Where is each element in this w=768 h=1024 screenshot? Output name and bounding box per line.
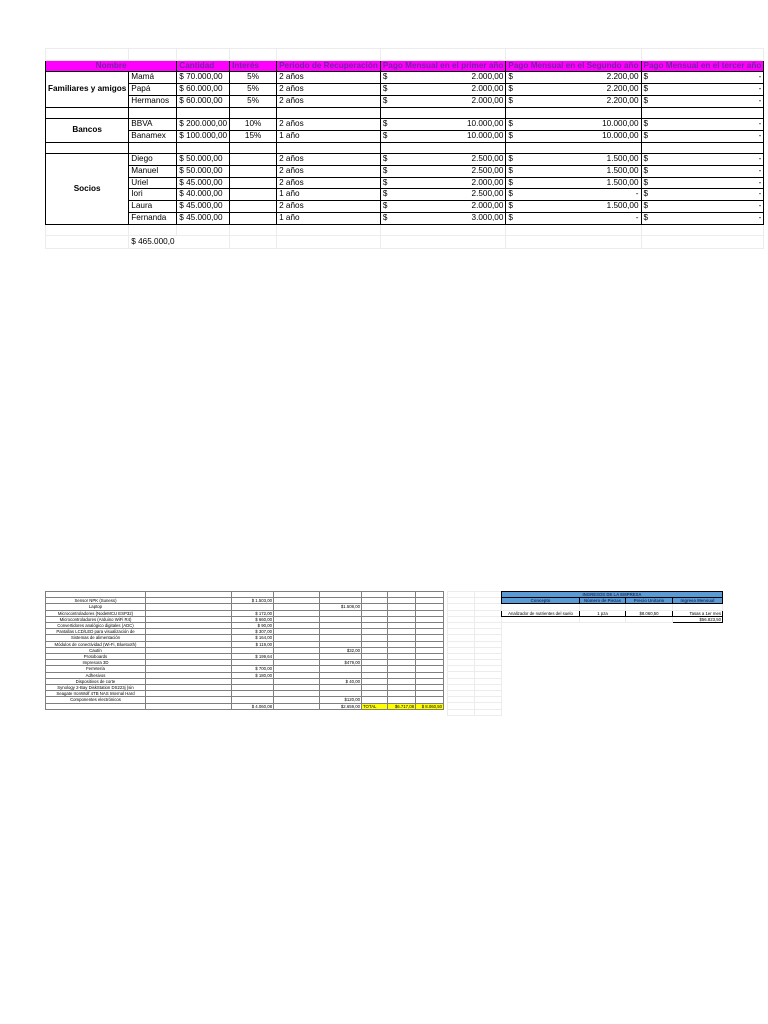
- amount: $ 60.000,00: [177, 84, 230, 96]
- cost-item: Microcontroladores (NodeMCU ESP32): [46, 610, 146, 616]
- currency-symbol: $: [382, 72, 388, 82]
- interest-rate: 10%: [230, 119, 277, 131]
- lender-name: Iori: [129, 189, 177, 201]
- lender-name: Hermanos: [129, 95, 177, 107]
- lender-name: Uriel: [129, 177, 177, 189]
- lender-name: Diego: [129, 154, 177, 166]
- payment-year-1-value: 10.000,00: [466, 130, 504, 140]
- payment-year-3: [641, 177, 764, 189]
- cost-col-1: $ 164,00: [232, 635, 274, 641]
- cost-item: Laptop: [46, 604, 146, 610]
- interest-rate: [230, 165, 277, 177]
- cost-item: Microcontroladores (Arduino WiFi R4): [46, 616, 146, 622]
- payment-year-2: [506, 154, 641, 166]
- payment-year-3: [641, 72, 764, 84]
- empty-cell: [129, 107, 177, 119]
- cost-col-1: $ 199,64: [232, 654, 274, 660]
- empty-cell: [506, 142, 641, 154]
- currency-symbol: $: [382, 154, 388, 164]
- period: 1 año: [277, 130, 381, 142]
- empty-cell: [380, 107, 506, 119]
- payment-year-3: [641, 165, 764, 177]
- empty-cell: [177, 107, 230, 119]
- cost-col-1: $ 90,00: [232, 623, 274, 629]
- lender-name: Banamex: [129, 130, 177, 142]
- income-header-concept: Concepto: [502, 598, 580, 604]
- empty-cell: [506, 224, 641, 236]
- lender-name: Manuel: [129, 165, 177, 177]
- payment-year-2-value: 10.000,00: [602, 130, 639, 140]
- payment-year-1-value: 2.500,00: [471, 189, 504, 199]
- payment-year-1: [380, 72, 506, 84]
- empty-cell: [274, 703, 320, 709]
- cost-col-2: $32,00: [320, 647, 362, 653]
- empty-cell: [380, 224, 506, 236]
- empty-cell: [506, 236, 641, 249]
- currency-symbol: $: [382, 165, 388, 175]
- empty-cell: [177, 142, 230, 154]
- empty-cell: [230, 107, 277, 119]
- empty-grid: [447, 591, 502, 716]
- period: 1 año: [277, 212, 381, 224]
- empty-cell: [46, 49, 129, 61]
- financing-row: [46, 177, 764, 189]
- income-price: $8.060,50: [626, 610, 673, 616]
- header-col-1: Cantidad: [177, 60, 230, 72]
- empty-cell: [129, 49, 177, 61]
- currency-symbol: $: [508, 72, 513, 82]
- total-amount: $ 465.000,0: [129, 236, 230, 249]
- cost-item: Protoboards: [46, 654, 146, 660]
- period: 2 años: [277, 201, 381, 213]
- cost-item: Componentes electrónicos: [46, 697, 146, 703]
- currency-symbol: $: [508, 201, 513, 211]
- currency-symbol: $: [643, 72, 649, 82]
- currency-symbol: $: [643, 212, 649, 222]
- empty-cell: [506, 107, 641, 119]
- payment-year-2-value: 1.500,00: [606, 177, 639, 187]
- period: 2 años: [277, 119, 381, 131]
- payment-year-1: [380, 119, 506, 131]
- cost-col-2: $479,00: [320, 660, 362, 666]
- payment-year-1: [380, 95, 506, 107]
- cost-col-1: $ 172,00: [232, 610, 274, 616]
- empty-cell: [230, 236, 277, 249]
- currency-symbol: $: [643, 95, 649, 105]
- amount: $ 45.000,00: [177, 177, 230, 189]
- payment-year-2: [506, 130, 641, 142]
- payment-year-1: [380, 84, 506, 96]
- payment-year-3: [641, 130, 764, 142]
- cost-col-2: $ 40,00: [320, 678, 362, 684]
- currency-symbol: $: [508, 84, 513, 94]
- empty-cell: [129, 224, 177, 236]
- payment-year-2: [506, 95, 641, 107]
- financing-row: [46, 212, 764, 224]
- cost-item: Dispositivos de corte: [46, 678, 146, 684]
- payment-year-2-value: 2.200,00: [606, 72, 639, 82]
- amount: $ 40.000,00: [177, 189, 230, 201]
- payment-year-2-value: -: [635, 189, 639, 199]
- currency-symbol: $: [643, 119, 649, 129]
- cost-item: Impresora 3D: [46, 660, 146, 666]
- interest-rate: 15%: [230, 130, 277, 142]
- payment-year-1-value: 2.000,00: [471, 201, 504, 211]
- currency-symbol: $: [508, 119, 513, 129]
- currency-symbol: $: [382, 84, 388, 94]
- total-value-1: $6.717,08: [388, 703, 416, 709]
- payment-year-3-value: -: [758, 165, 762, 175]
- currency-symbol: $: [382, 212, 388, 222]
- income-header-pieces: Número de Piezas: [580, 598, 626, 604]
- currency-symbol: $: [508, 165, 513, 175]
- cost-item: Sistemas de alimentación: [46, 635, 146, 641]
- header-col-4: Pago Mensual en el primer año: [380, 60, 506, 72]
- currency-symbol: $: [382, 119, 388, 129]
- payment-year-3: [641, 154, 764, 166]
- payment-year-1: [380, 189, 506, 201]
- income-monthly-total: $56.823,50: [673, 616, 723, 622]
- period: 1 año: [277, 189, 381, 201]
- payment-year-1-value: 10.000,00: [466, 119, 504, 129]
- payment-year-2-value: 1.500,00: [606, 154, 639, 164]
- empty-cell: [230, 142, 277, 154]
- financing-row: [46, 84, 764, 96]
- payment-year-3-value: -: [758, 189, 762, 199]
- payment-year-1-value: 2.000,00: [471, 72, 504, 82]
- interest-rate: [230, 189, 277, 201]
- cost-item: Adhesivos: [46, 672, 146, 678]
- payment-year-2-value: 10.000,00: [602, 119, 639, 129]
- financing-row: [46, 130, 764, 142]
- payment-year-1-value: 2.000,00: [471, 95, 504, 105]
- payment-year-2-value: 2.200,00: [606, 84, 639, 94]
- currency-symbol: $: [382, 177, 388, 187]
- interest-rate: [230, 201, 277, 213]
- empty-cell: [475, 709, 502, 715]
- income-title: INGRESOS DE LA EMPRESA: [502, 592, 723, 598]
- costs-table: [45, 591, 444, 710]
- payment-year-1: [380, 130, 506, 142]
- empty-cell: [506, 49, 641, 61]
- payment-year-1: [380, 154, 506, 166]
- period: 2 años: [277, 84, 381, 96]
- empty-cell: [46, 224, 129, 236]
- income-monthly: Tasas a 1er mes: [673, 610, 723, 616]
- amount: $ 50.000,00: [177, 154, 230, 166]
- payment-year-2: [506, 177, 641, 189]
- cost-col-2: $1.508,00: [320, 604, 362, 610]
- financing-row: [46, 165, 764, 177]
- period: 2 años: [277, 165, 381, 177]
- payment-year-3-value: -: [758, 201, 762, 211]
- amount: $ 50.000,00: [177, 165, 230, 177]
- payment-year-2: [506, 201, 641, 213]
- financing-row: [46, 119, 764, 131]
- empty-cell: [177, 224, 230, 236]
- payment-year-2: [506, 189, 641, 201]
- payment-year-1: [380, 165, 506, 177]
- financing-row: [46, 189, 764, 201]
- cost-col-2: $120,00: [320, 697, 362, 703]
- payment-year-3-value: -: [758, 130, 762, 140]
- cost-item: Sensor NPK (Suness): [46, 598, 146, 604]
- payment-year-2: [506, 119, 641, 131]
- cost-item: Synology 2-Bay DiskStation DS223j (sin: [46, 685, 146, 691]
- empty-cell: [641, 224, 764, 236]
- currency-symbol: $: [508, 95, 513, 105]
- period: 2 años: [277, 95, 381, 107]
- payment-year-1-value: 2.000,00: [471, 84, 504, 94]
- interest-rate: [230, 154, 277, 166]
- payment-year-2: [506, 72, 641, 84]
- empty-cell: [277, 49, 381, 61]
- empty-cell: [177, 49, 230, 61]
- interest-rate: 5%: [230, 84, 277, 96]
- currency-symbol: $: [382, 201, 388, 211]
- period: 2 años: [277, 177, 381, 189]
- payment-year-2: [506, 165, 641, 177]
- payment-year-2-value: 2.200,00: [606, 95, 639, 105]
- cost-item: Pantallas LCD/LED para visualización de: [46, 629, 146, 635]
- currency-symbol: $: [643, 177, 649, 187]
- cost-col-1: $ 307,00: [232, 629, 274, 635]
- empty-cell: [380, 142, 506, 154]
- cost-col-1: $ 119,00: [232, 641, 274, 647]
- cost-col-1: $ 1.503,00: [232, 598, 274, 604]
- currency-symbol: $: [382, 95, 388, 105]
- total-label: TOTAL: [362, 703, 388, 709]
- amount: $ 45.000,00: [177, 212, 230, 224]
- lender-name: Mamá: [129, 72, 177, 84]
- currency-symbol: $: [508, 154, 513, 164]
- header-col-6: Pago Mensual en el tercer año: [641, 60, 764, 72]
- currency-symbol: $: [643, 154, 649, 164]
- payment-year-1: [380, 201, 506, 213]
- empty-cell: [46, 142, 129, 154]
- payment-year-2-value: 1.500,00: [606, 201, 639, 211]
- payment-year-3-value: -: [758, 84, 762, 94]
- payment-year-3: [641, 212, 764, 224]
- currency-symbol: $: [508, 177, 513, 187]
- interest-rate: 5%: [230, 72, 277, 84]
- payment-year-3: [641, 201, 764, 213]
- payment-year-3-value: -: [758, 119, 762, 129]
- financing-row: [46, 72, 764, 84]
- payment-year-3-value: -: [758, 72, 762, 82]
- payment-year-3: [641, 84, 764, 96]
- total-value-2: $ 8.060,50: [416, 703, 444, 709]
- financing-table: [45, 48, 764, 249]
- empty-cell: [641, 236, 764, 249]
- financing-row: [46, 95, 764, 107]
- payment-year-3-value: -: [758, 177, 762, 187]
- empty-cell: [277, 142, 381, 154]
- payment-year-3-value: -: [758, 154, 762, 164]
- period: 2 años: [277, 154, 381, 166]
- group-name: Bancos: [46, 119, 129, 142]
- empty-cell: [230, 49, 277, 61]
- group-name: Familiares y amigos: [46, 72, 129, 107]
- income-concept: Analizador de nutrientes del suelo: [502, 610, 580, 616]
- payment-year-2-value: 1.500,00: [606, 165, 639, 175]
- empty-cell: [448, 709, 475, 715]
- empty-cell: [46, 236, 129, 249]
- amount: $ 60.000,00: [177, 95, 230, 107]
- empty-cell: [641, 49, 764, 61]
- empty-cell: [277, 107, 381, 119]
- cost-col-1: $ 660,00: [232, 616, 274, 622]
- financing-row: [46, 201, 764, 213]
- payment-year-1-value: 2.500,00: [471, 165, 504, 175]
- payment-year-2: [506, 212, 641, 224]
- currency-symbol: $: [508, 189, 513, 199]
- empty-cell: [230, 224, 277, 236]
- amount: $ 45.000,00: [177, 201, 230, 213]
- payment-year-3: [641, 119, 764, 131]
- payment-year-3: [641, 189, 764, 201]
- cost-item: Módulos de conectividad (Wi-Fi, Bluetooth): [46, 641, 146, 647]
- interest-rate: [230, 177, 277, 189]
- lender-name: Fernanda: [129, 212, 177, 224]
- cost-item: [46, 703, 146, 709]
- currency-symbol: $: [643, 201, 649, 211]
- header-nombre: Nombre: [46, 60, 177, 72]
- currency-symbol: $: [643, 189, 649, 199]
- income-pieces: 1 pza: [580, 610, 626, 616]
- cost-col-2: $2.659,00: [320, 703, 362, 709]
- currency-symbol: $: [508, 130, 513, 140]
- payment-year-2: [506, 84, 641, 96]
- income-table: [501, 591, 723, 623]
- lender-name: Laura: [129, 201, 177, 213]
- cost-item: Ferretería: [46, 666, 146, 672]
- amount: $ 100.000,00: [177, 130, 230, 142]
- payment-year-3-value: -: [758, 95, 762, 105]
- empty-cell: [641, 142, 764, 154]
- header-col-5: Pago Mensual en el Segundo año: [506, 60, 641, 72]
- cost-col-1: $ 700,00: [232, 666, 274, 672]
- cost-item: Convertidores analógico digitales (ADC): [46, 623, 146, 629]
- income-header-price: Precio Unitario: [626, 598, 673, 604]
- currency-symbol: $: [643, 165, 649, 175]
- currency-symbol: $: [643, 130, 649, 140]
- payment-year-3-value: -: [758, 212, 762, 222]
- period: 2 años: [277, 72, 381, 84]
- empty-cell: [46, 107, 129, 119]
- group-name: Socios: [46, 154, 129, 224]
- income-header-monthly: Ingreso Mensual: [673, 598, 723, 604]
- empty-cell: [129, 142, 177, 154]
- currency-symbol: $: [382, 130, 388, 140]
- currency-symbol: $: [382, 189, 388, 199]
- interest-rate: 5%: [230, 95, 277, 107]
- payment-year-1: [380, 177, 506, 189]
- amount: $ 70.000,00: [177, 72, 230, 84]
- cost-col-1: $ 4.060,08: [232, 703, 274, 709]
- cost-col-1: $ 180,00: [232, 672, 274, 678]
- payment-year-2-value: -: [635, 212, 639, 222]
- cost-item: Seagate IronWolf 4TB NAS Internal Hard: [46, 691, 146, 697]
- header-col-3: Periodo de Recuperación: [277, 60, 381, 72]
- lender-name: Papá: [129, 84, 177, 96]
- currency-symbol: $: [508, 212, 513, 222]
- empty-cell: [277, 236, 381, 249]
- interest-rate: [230, 212, 277, 224]
- empty-cell: [277, 224, 381, 236]
- payment-year-3: [641, 95, 764, 107]
- cost-item: Cautín: [46, 647, 146, 653]
- lender-name: BBVA: [129, 119, 177, 131]
- empty-cell: [380, 236, 506, 249]
- empty-cell: [641, 107, 764, 119]
- payment-year-1-value: 2.000,00: [471, 177, 504, 187]
- cost-row: [46, 703, 444, 709]
- empty-cell: [380, 49, 506, 61]
- payment-year-1-value: 3.000,00: [471, 212, 504, 222]
- payment-year-1-value: 2.500,00: [471, 154, 504, 164]
- financing-row: [46, 154, 764, 166]
- amount: $ 200.000,00: [177, 119, 230, 131]
- currency-symbol: $: [643, 84, 649, 94]
- payment-year-1: [380, 212, 506, 224]
- empty-cell: [146, 703, 232, 709]
- header-col-2: Interés: [230, 60, 277, 72]
